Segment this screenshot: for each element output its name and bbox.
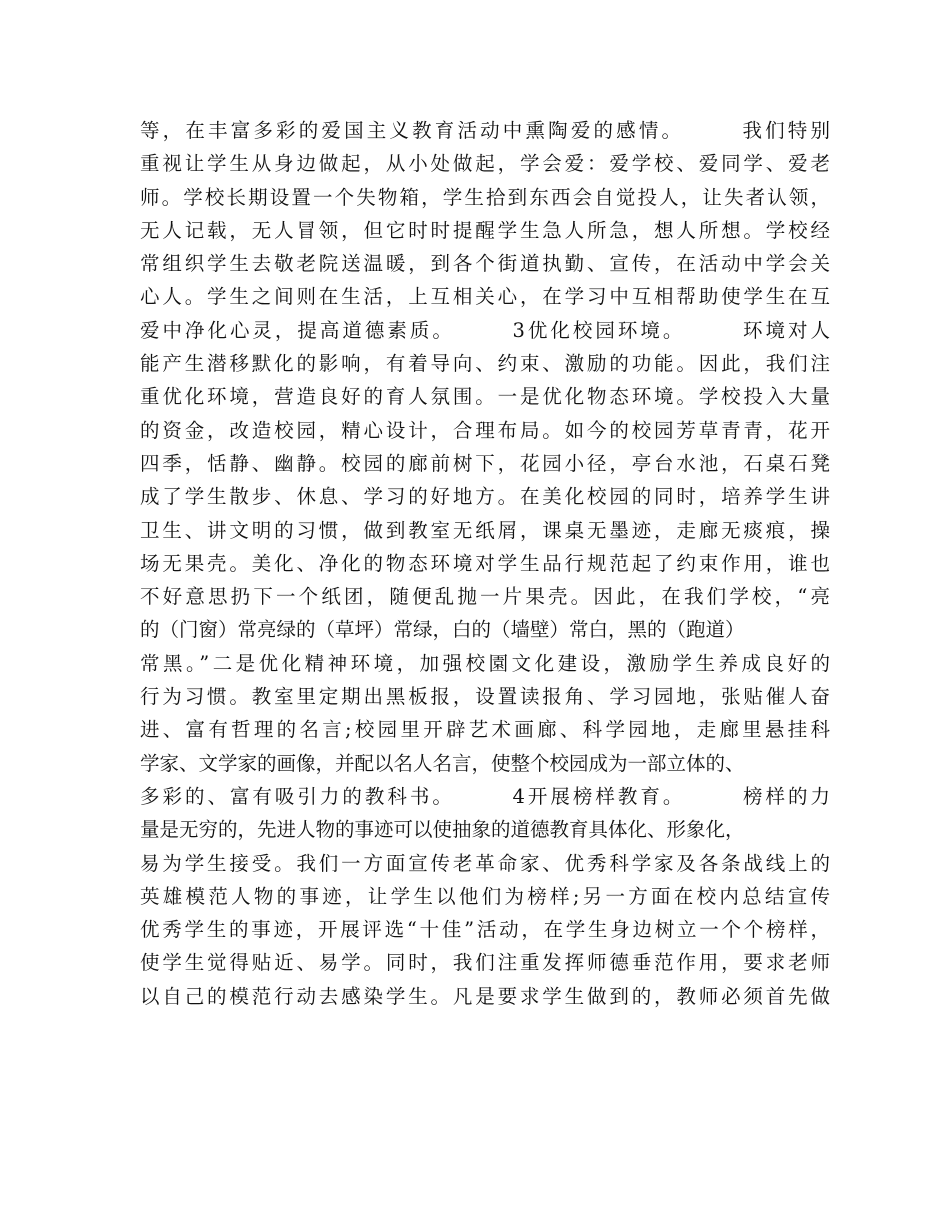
- text-line: 四季，恬静、幽静。校园的廊前树下，花园小径，亭台水池，石桌石凳: [140, 451, 830, 475]
- text-line: 卫生、讲文明的习惯，做到教室无纸屑，课桌无墨迹，走廊无痰痕，操: [140, 518, 830, 542]
- text-line: 易为学生接受。我们一方面宣传老革命家、优秀科学家及各条战线上的: [140, 851, 830, 875]
- text-line: 能产生潜移默化的影响，有着导向、约束、激励的功能。因此，我们注: [140, 352, 830, 376]
- text-line: 的资金，改造校园，精心设计，合理布局。如今的校园芳草青青，花开: [140, 418, 830, 442]
- text-line: 场无果壳。美化、净化的物态环境对学生品行规范起了约束作用，谁也: [140, 551, 830, 575]
- text-line: 英雄模范人物的事迹，让学生以他们为榜样;另一方面在校内总结宣传: [140, 884, 830, 908]
- text-line: 进、富有哲理的名言;校园里开辟艺术画廊、科学园地，走廊里悬挂科: [140, 718, 830, 742]
- text-line: 不好意思扔下一个纸团，随便乱抛一片果壳。因此，在我们学校，“亮: [140, 585, 830, 609]
- text-line: 师。学校长期设置一个失物箱，学生拾到东西会自觉投人，让失者认领，: [140, 185, 830, 209]
- text-line: 重视让学生从身边做起，从小处做起，学会爱：爱学校、爱同学、爱老: [140, 152, 830, 176]
- body-text: [140, 114, 830, 1013]
- text-line: 常组织学生去敬老院送温暖，到各个街道执勤、宣传，在活动中学会关: [140, 252, 830, 276]
- text-line: 爱中净化心灵，提高道德素质。 3优化校园环境。 环境对人: [140, 318, 830, 342]
- text-line: 以自己的模范行动去感染学生。凡是要求学生做到的，教师必须首先做: [140, 984, 830, 1008]
- text-line: 行为习惯。教室里定期出黑板报，设置读报角、学习园地，张贴催人奋: [140, 685, 830, 709]
- text-line: 多彩的、富有吸引力的教科书。 4开展榜样教育。 榜样的力: [140, 784, 830, 808]
- text-line: 学家、文学家的画像，并配以名人名言，使整个校园成为一部立体的、: [140, 751, 745, 775]
- text-line: 使学生觉得贴近、易学。同时，我们注重发挥师德垂范作用，要求老师: [140, 951, 830, 975]
- text-line: 常黑。”二是优化精神环境，加强校園文化建设，激励学生养成良好的: [140, 651, 830, 675]
- text-line: 的（门窗）常亮绿的（草坪）常绿，白的（墙壁）常白，黑的（跑道）: [140, 618, 745, 642]
- text-line: 成了学生散步、休息、学习的好地方。在美化校园的同时，培养学生讲: [140, 485, 830, 509]
- text-line: 无人记载，无人冒领，但它时时提醒学生急人所急，想人所想。学校经: [140, 218, 830, 242]
- text-line: 优秀学生的事迹，开展评选“十佳”活动，在学生身边树立一个个榜样，: [140, 918, 830, 942]
- text-line: 量是无穷的，先进人物的事迹可以使抽象的道德教育具体化、形象化，: [140, 818, 745, 842]
- text-line: 重优化环境，营造良好的育人氛围。一是优化物态环境。学校投入大量: [140, 385, 830, 409]
- text-line: 心人。学生之间则在生活，上互相关心，在学习中互相帮助使学生在互: [140, 285, 830, 309]
- text-line: 等，在丰富多彩的爱国主义教育活动中熏陶爱的感情。 我们特别: [140, 119, 830, 142]
